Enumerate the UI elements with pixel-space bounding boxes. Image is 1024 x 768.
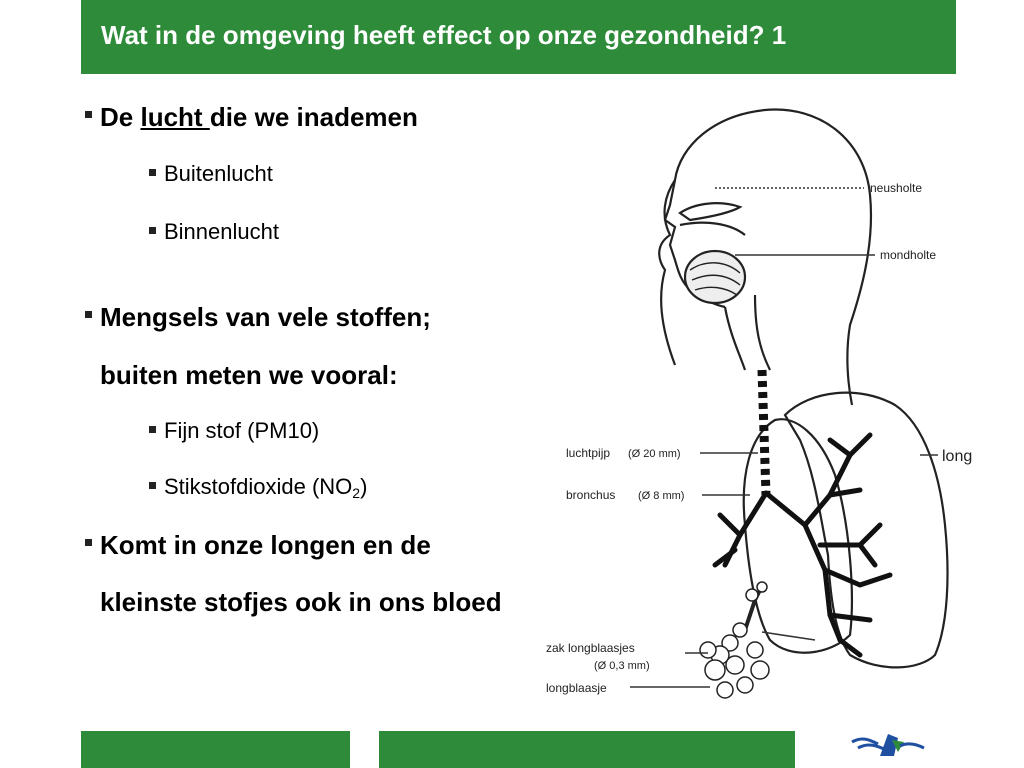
bullet-marker bbox=[149, 426, 156, 433]
subbullet-fijnstof bbox=[164, 418, 319, 444]
mouth-cavity bbox=[685, 251, 745, 303]
subbullet-text: ) bbox=[360, 474, 368, 499]
bullet-text: Komt in onze longen en de bbox=[100, 530, 431, 560]
bronchial-tree bbox=[715, 435, 890, 655]
bullet-marker bbox=[149, 227, 156, 234]
bullet-marker bbox=[85, 311, 92, 318]
bullet-text: die we inademen bbox=[209, 102, 418, 132]
logo-icon bbox=[848, 728, 928, 764]
label-mondholte: mondholte bbox=[880, 248, 937, 262]
subbullet-text: Buitenlucht bbox=[164, 161, 273, 186]
label-bronchus-size: (Ø 8 mm) bbox=[638, 490, 685, 502]
bullet-marker bbox=[149, 169, 156, 176]
footer-bar-right bbox=[379, 731, 795, 768]
bullet-marker bbox=[85, 111, 92, 118]
nasal-cavity bbox=[680, 203, 740, 220]
subbullet-binnenlucht bbox=[164, 219, 279, 245]
bullet-text: buiten meten we vooral: bbox=[100, 360, 398, 390]
bullet-text: Mengsels van vele stoffen; bbox=[100, 302, 431, 332]
label-zak-longblaasjes: zak longblaasjes bbox=[546, 641, 635, 655]
label-neusholte: neusholte bbox=[870, 181, 923, 195]
alveoli-cluster bbox=[700, 582, 769, 698]
bullet-marker bbox=[85, 539, 92, 546]
bullet-underlined-word: lucht bbox=[140, 102, 210, 132]
label-bronchus: bronchus bbox=[566, 488, 616, 502]
bullet-mengsels-line2 bbox=[100, 360, 398, 391]
label-luchtpijp: luchtpijp bbox=[566, 446, 611, 460]
subbullet-buitenlucht bbox=[164, 161, 273, 187]
bullet-mengsels bbox=[100, 302, 431, 333]
label-luchtpijp-size: (Ø 20 mm) bbox=[628, 448, 681, 460]
bullet-lucht bbox=[100, 102, 418, 133]
label-long: long bbox=[942, 448, 973, 465]
page-title: Wat in de omgeving heeft effect op onze gezondheid? 1 bbox=[101, 20, 787, 50]
bullet-komt-line2 bbox=[100, 587, 502, 618]
bullet-text: kleinste stofjes ook in ons bloed bbox=[100, 587, 502, 617]
footer-bar-left bbox=[81, 731, 350, 768]
label-zak-size: (Ø 0,3 mm) bbox=[594, 660, 650, 672]
title-bar bbox=[81, 0, 956, 74]
subbullet-text: Stikstofdioxide (NO bbox=[164, 474, 353, 499]
subbullet-text: Fijn stof (PM10) bbox=[164, 418, 320, 443]
bullet-komt bbox=[100, 530, 431, 561]
bullet-text: De bbox=[100, 102, 141, 132]
subbullet-text: Binnenlucht bbox=[164, 219, 279, 244]
respiratory-diagram bbox=[530, 95, 1000, 710]
subscript: 2 bbox=[352, 485, 361, 501]
subbullet-stikstofdioxide bbox=[164, 474, 367, 501]
label-longblaasje: longblaasje bbox=[546, 681, 607, 695]
bullet-marker bbox=[149, 482, 156, 489]
